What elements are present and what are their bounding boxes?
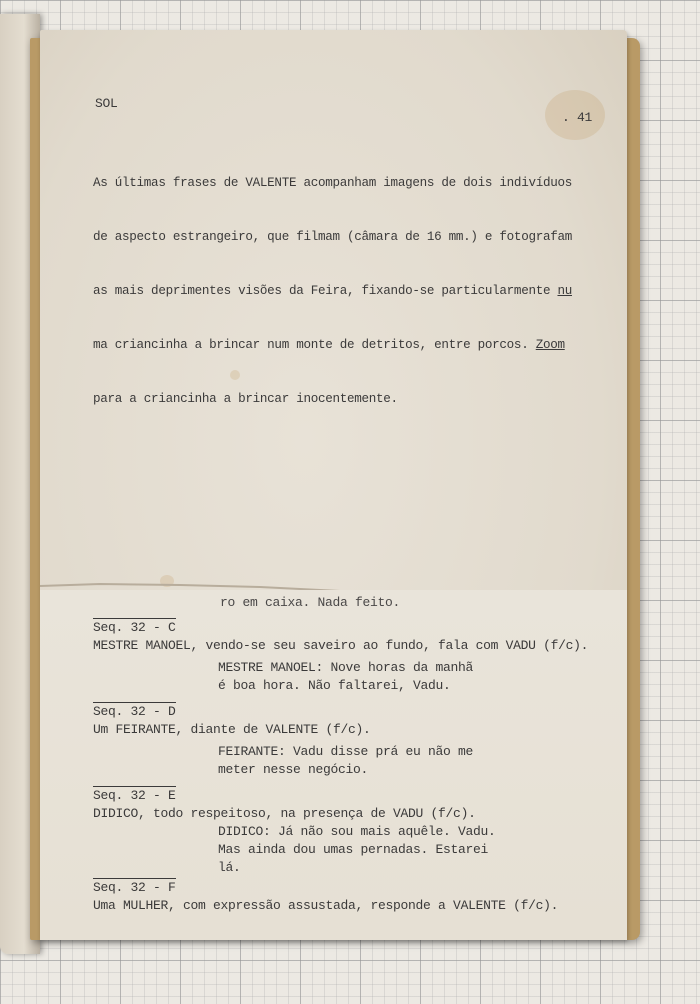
dialogue-line: FEIRANTE: Vadu disse prá eu não me bbox=[218, 744, 474, 759]
dialogue-line: é boa hora. Não faltarei, Vadu. bbox=[218, 678, 451, 693]
intro-line: as mais deprimentes visões da Feira, fixando-se particularmente nu bbox=[93, 284, 572, 298]
sequence-description: Uma MULHER, com expressão assustada, responde a VALENTE (f/c). bbox=[93, 898, 559, 913]
strip-text: ro em caixa. Nada feito. bbox=[220, 595, 401, 610]
header-title: SOL bbox=[95, 96, 118, 111]
page-number: . 41 bbox=[562, 110, 593, 125]
sequence-description: MESTRE MANOEL, vendo-se seu saveiro ao fundo, fala com VADU (f/c). bbox=[93, 638, 589, 653]
underlined-word: Zoom bbox=[535, 338, 565, 352]
sequence-description: DIDICO, todo respeitoso, na presença de VADU (f/c). bbox=[93, 806, 476, 821]
sequence-d bbox=[93, 702, 473, 779]
sequence-heading: Seq. 32 - C bbox=[93, 620, 176, 635]
document-page bbox=[40, 30, 627, 940]
intro-line: ma criancinha a brincar num monte de detritos, entre porcos. Zoom bbox=[93, 338, 565, 352]
dialogue-line: Mas ainda dou umas pernadas. Estarei bbox=[218, 842, 489, 857]
pasted-strip bbox=[40, 590, 627, 940]
sequence-description: Um FEIRANTE, diante de VALENTE (f/c). bbox=[93, 722, 371, 737]
dialogue-line: lá. bbox=[218, 860, 241, 875]
intro-line: As últimas frases de VALENTE acompanham imagens de dois indivíduos bbox=[93, 176, 572, 190]
sequence-f bbox=[93, 878, 558, 915]
sequence-heading: Seq. 32 - F bbox=[93, 880, 176, 895]
underlined-word: nu bbox=[557, 284, 572, 298]
sequence-heading: Seq. 32 - E bbox=[93, 788, 176, 803]
intro-line: de aspecto estrangeiro, que filmam (câmara de 16 mm.) e fotografam bbox=[93, 230, 572, 244]
intro-paragraph bbox=[93, 138, 623, 444]
sequence-heading: Seq. 32 - D bbox=[93, 704, 176, 719]
sequence-c bbox=[93, 618, 588, 695]
sequence-e bbox=[93, 786, 496, 877]
dialogue-line: meter nesse negócio. bbox=[218, 762, 369, 777]
intro-line: para a criancinha a brincar inocentemente. bbox=[93, 392, 398, 406]
dialogue-line: MESTRE MANOEL: Nove horas da manhã bbox=[218, 660, 474, 675]
dialogue-line: DIDICO: Já não sou mais aquêle. Vadu. bbox=[218, 824, 496, 839]
